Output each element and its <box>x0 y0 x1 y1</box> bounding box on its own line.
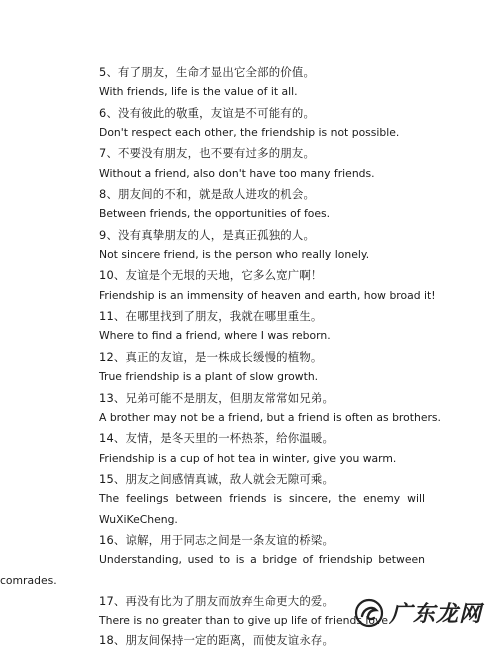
quote-english-line: WuXiKeCheng. <box>99 512 178 526</box>
quote-chinese-line: 6、没有彼此的敬重，友谊是不可能有的。 <box>99 105 316 120</box>
quote-english-line: The feelings between friends is sincere, the enemy will <box>99 492 425 506</box>
quote-english-line: Between friends, the opportunities of foes. <box>99 207 331 221</box>
quote-chinese-line: 11、在哪里找到了朋友，我就在哪里重生。 <box>99 309 323 324</box>
quote-english-line: Where to find a friend, where I was reborn. <box>99 329 331 343</box>
quote-chinese-line: 5、有了朋友，生命才显出它全部的价值。 <box>99 65 316 79</box>
quote-chinese-line: 15、朋友之间感情真诚，敌人就会无隙可乘。 <box>99 471 335 486</box>
dragon-logo-icon <box>354 598 384 628</box>
quote-chinese-line: 17、再没有比为了朋友而放弃生命更大的爱。 <box>99 593 335 608</box>
quote-chinese-line: 16、谅解，用于同志之间是一条友谊的桥梁。 <box>99 532 335 547</box>
watermark <box>354 597 482 628</box>
quote-english-line: Don't respect each other, the friendship is not possible. <box>99 126 400 140</box>
watermark-text: 广东龙网 <box>389 601 482 627</box>
quote-chinese-line: 10、友谊是个无垠的天地，它多么宽广啊！ <box>99 268 323 283</box>
quote-chinese-line: 9、没有真挚朋友的人，是真正孤独的人。 <box>99 227 316 242</box>
quote-english-line: Friendship is a cup of hot tea in winter, give you warm. <box>99 451 397 465</box>
quote-english-line: Without a friend, also don't have too many friends. <box>99 166 375 180</box>
quote-chinese-line: 8、朋友间的不和，就是敌人进攻的机会。 <box>99 187 316 202</box>
quote-english-line: comrades. <box>0 573 57 587</box>
quote-english-line: There is no greater than to give up life of friends love. <box>99 614 392 628</box>
quote-chinese-line: 7、不要没有朋友，也不要有过多的朋友。 <box>99 146 316 161</box>
quote-english-line: Not sincere friend, is the person who really lonely. <box>99 248 370 262</box>
quote-chinese-line: 12、真正的友谊，是一株成长缓慢的植物。 <box>99 349 323 364</box>
quote-english-line: A brother may not be a friend, but a friend is often as brothers. <box>99 410 441 424</box>
quote-english-line: With friends, life is the value of it all. <box>99 85 298 99</box>
quote-chinese-line: 18、朋友间保持一定的距离，而使友谊永存。 <box>99 632 335 647</box>
quote-chinese-line: 14、友情，是冬天里的一杯热茶，给你温暖。 <box>99 431 335 446</box>
quote-chinese-line: 13、兄弟可能不是朋友，但朋友常常如兄弟。 <box>99 390 335 405</box>
quote-english-line: Understanding, used to is a bridge of friendship between <box>99 553 425 567</box>
quote-english-line: True friendship is a plant of slow growth. <box>99 370 319 384</box>
quote-english-line: Friendship is an immensity of heaven and earth, how broad it! <box>99 288 436 302</box>
